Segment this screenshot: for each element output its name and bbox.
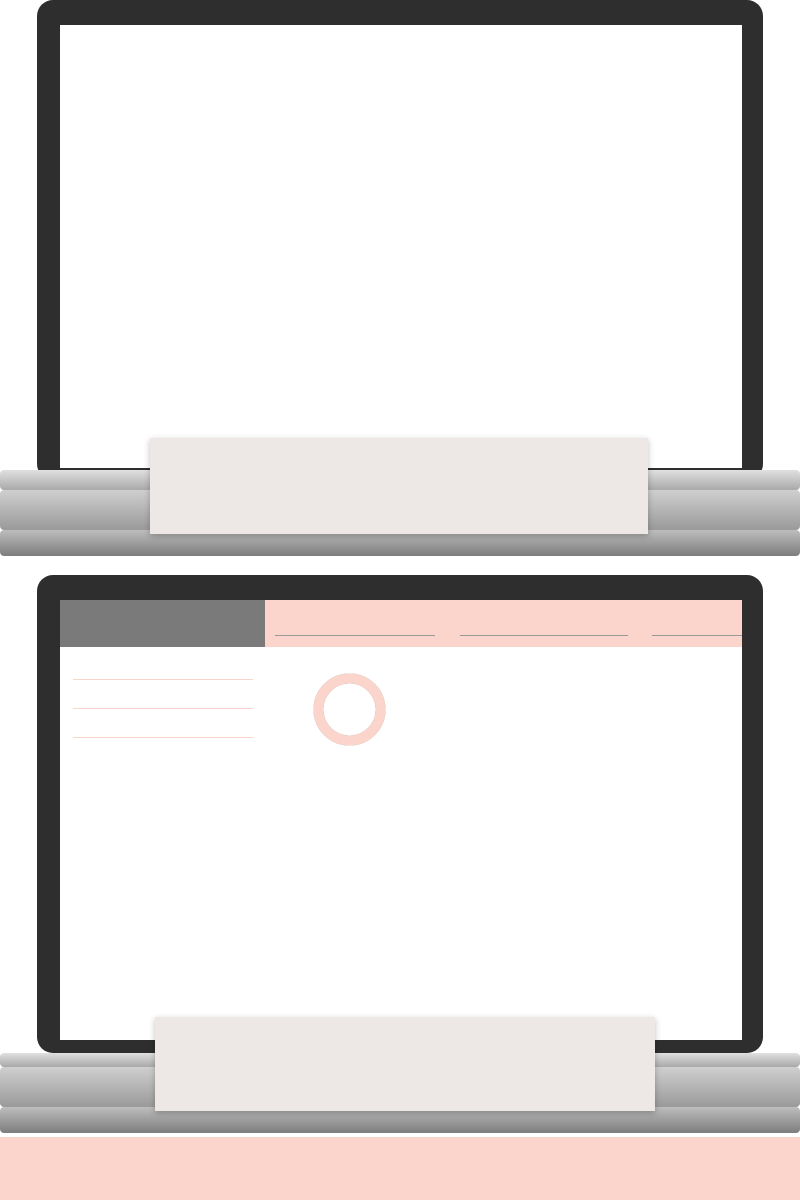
total-tasks-value (73, 678, 253, 680)
months-value (460, 635, 628, 637)
top-caption (150, 438, 648, 534)
top-laptop (0, 0, 800, 560)
header-band (265, 600, 742, 647)
days-value (652, 635, 742, 637)
title-block (60, 600, 265, 647)
donut-completed-arc (319, 679, 381, 741)
bottom-laptop (0, 575, 800, 1135)
bar-chart (435, 650, 742, 760)
event-date-value (275, 635, 435, 637)
bottom-laptop-screen (60, 600, 742, 1040)
top-laptop-screen (60, 25, 742, 468)
bottom-caption (155, 1017, 655, 1111)
site-footer (0, 1137, 800, 1200)
incomplete-tasks-value (73, 736, 253, 738)
donut-chart (312, 672, 387, 747)
completed-tasks-value (73, 707, 253, 709)
